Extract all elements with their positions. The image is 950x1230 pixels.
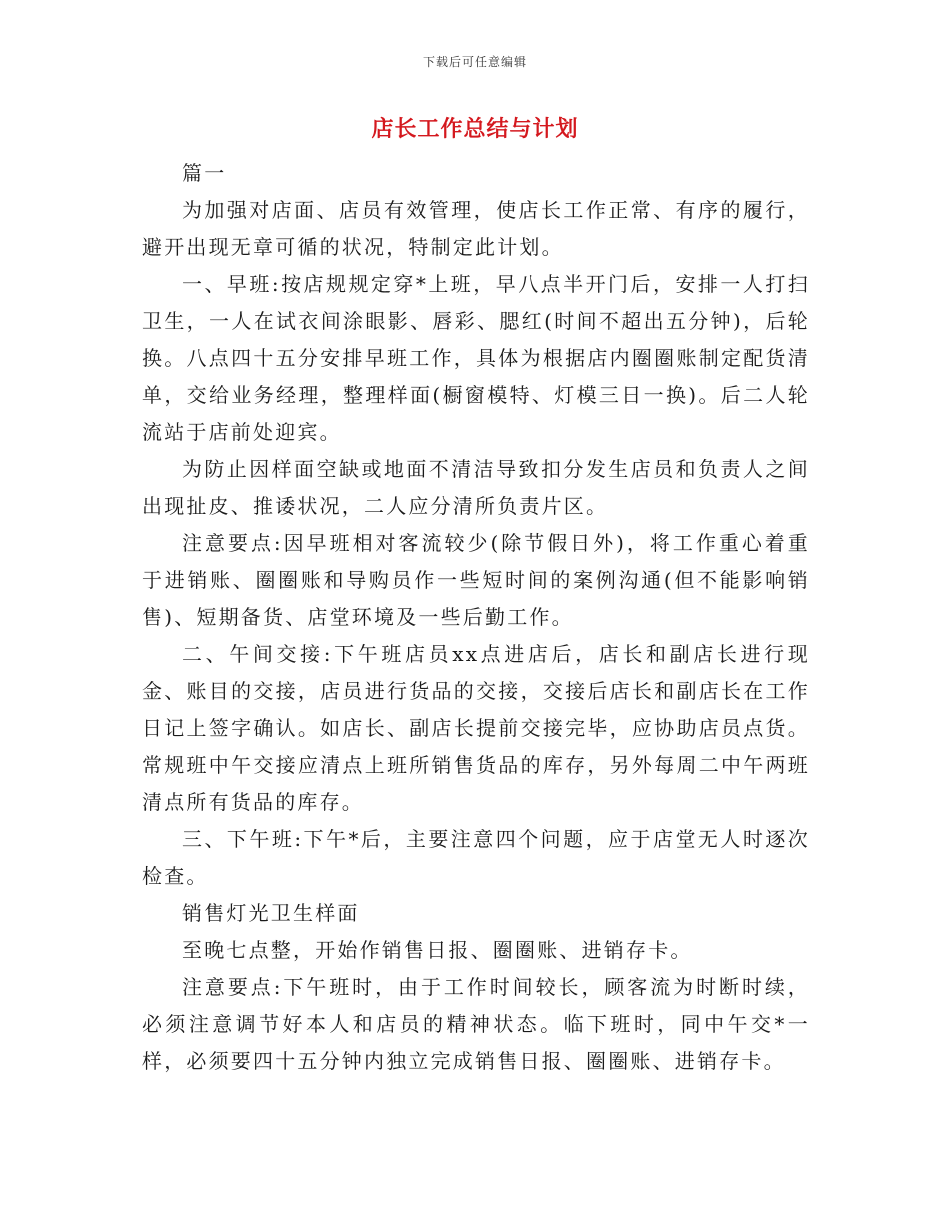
page-header-note: 下载后可任意编辑	[422, 55, 527, 69]
paragraph-noon-handover: 二、午间交接:下午班店员xx点进店后，店长和副店长进行现金、账目的交接，店员进行货品的交接，交接后店长和副店长在工作日记上签字确认。如店长、副店长提前交接完毕，应协助店员点货。常规班中午交接应清点上班所销售货品的库存，另外每周二中午两班清点所有货品的库存。	[142, 642, 810, 814]
paragraph-section-label: 篇一	[182, 161, 227, 185]
paragraph-area-responsibility: 为防止因样面空缺或地面不清洁导致扣分发生店员和负责人之间出现扯皮、推诿状况，二人应分清所负责片区。	[142, 457, 810, 518]
paragraph-evening-reports: 至晚七点整，开始作销售日报、圈圈账、进销存卡。	[182, 938, 693, 962]
paragraph-afternoon-shift: 三、下午班:下午*后，主要注意四个问题，应于店堂无人时逐次检查。	[142, 827, 810, 888]
paragraph-morning-notes: 注意要点:因早班相对客流较少(除节假日外)，将工作重心着重于进销账、圈圈账和导购员作一些短时间的案例沟通(但不能影响销售)、短期备货、店堂环境及一些后勤工作。	[142, 531, 810, 629]
paragraph-morning-shift: 一、早班:按店规规定穿*上班，早八点半开门后，安排一人打扫卫生，一人在试衣间涂眼影、唇彩、腮红(时间不超出五分钟)，后轮换。八点四十五分安排早班工作，具体为根据店内圈圈账制定配货清单，交给业务经理，整理样面(橱窗模特、灯模三日一换)。后二人轮流站于店前处迎宾。	[142, 272, 810, 444]
document-body	[142, 155, 810, 1080]
paragraph-afternoon-notes: 注意要点:下午班时，由于工作时间较长，顾客流为时断时续，必须注意调节好本人和店员的精神状态。临下班时，同中午交*一样，必须要四十五分钟内独立完成销售日报、圈圈账、进销存卡。	[142, 975, 810, 1073]
document-title: 店长工作总结与计划	[371, 116, 579, 142]
paragraph-check-items: 销售灯光卫生样面	[182, 901, 360, 925]
paragraph-intro: 为加强对店面、店员有效管理，使店长工作正常、有序的履行，避开出现无章可循的状况，特制定此计划。	[142, 198, 810, 259]
